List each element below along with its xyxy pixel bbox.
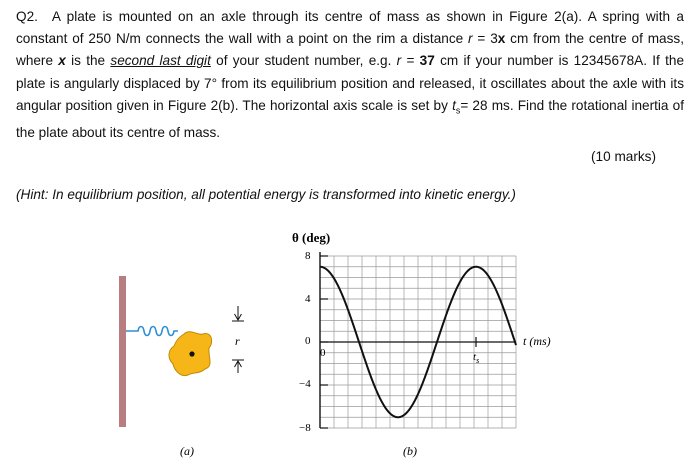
origin-label: 0 — [320, 347, 326, 359]
marks-label: (10 marks) — [591, 149, 656, 164]
y-tick-4: 4 — [305, 293, 311, 305]
ts-variable: t — [452, 97, 456, 113]
y-tick-minus-8: −8 — [299, 422, 311, 434]
y-tick-8: 8 — [305, 250, 311, 262]
hint-text: (Hint: In equilibrium position, all potential energy is transformed into kinetic energy.) — [16, 187, 516, 202]
question-part: cm from the centre of mass, where — [16, 31, 684, 69]
question-part: A plate is mounted on an axle through its centre of mass as shown in Figure 2(a). A spring with a constant of 250 N/m connects the wall with a point on the rim a distance — [16, 9, 684, 47]
figure-a-caption: (a) — [180, 444, 194, 458]
r-variable: r — [396, 53, 402, 69]
question-part: = — [401, 53, 420, 69]
question-part: = 28 ms. Find the rotational inertia of the plate about its centre of mass. — [16, 97, 684, 140]
r-variable: r — [468, 31, 473, 47]
ts-subscript: s — [455, 105, 461, 116]
question-part: of your student number, e.g. — [210, 53, 397, 69]
y-tick-minus-4: −4 — [299, 378, 311, 390]
y-axis-label: θ (deg) — [292, 230, 331, 245]
y-tick-0: 0 — [305, 335, 311, 347]
question-part: = 3 — [472, 31, 498, 47]
x-axis-label: t (ms) — [523, 334, 551, 348]
example-value: 37 — [419, 53, 435, 69]
question-part: is the — [65, 53, 111, 69]
r-dimension-label: r — [235, 334, 240, 348]
second-last-digit-text: second last digit — [110, 53, 211, 69]
question-label: Q2. — [16, 9, 38, 24]
question-part: cm if your number is 12345678A. If the plate is angularly displaced by 7° from its equilibrium position and released, it oscillates about the axle with its angular position given in Figure 2(b). The horizontal axis scale is set by — [16, 53, 685, 113]
x-variable: x — [497, 31, 506, 47]
x-variable: x — [58, 53, 66, 69]
grid — [320, 252, 516, 428]
figure-b-caption: (b) — [403, 444, 417, 458]
ts-tick-label: $t_s$ — [473, 351, 480, 365]
